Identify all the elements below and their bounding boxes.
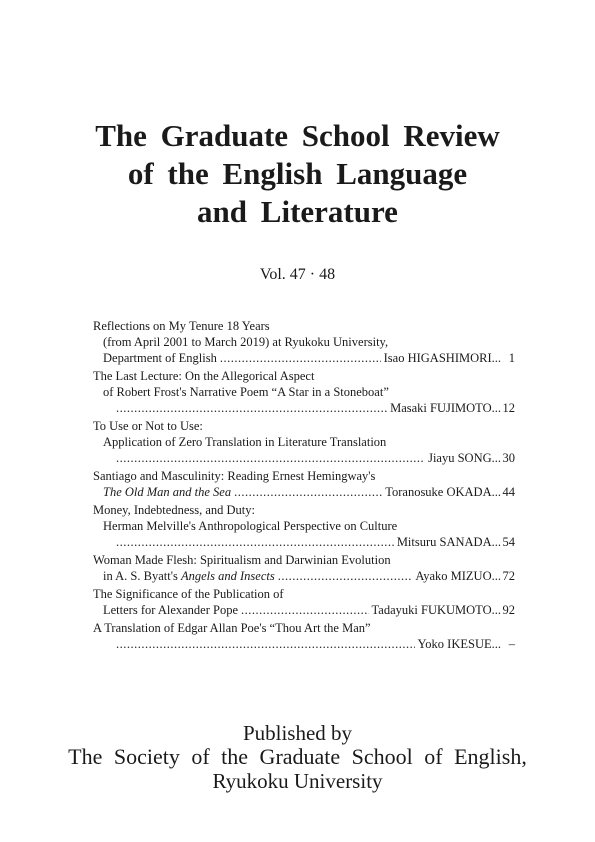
dot-leader bbox=[116, 636, 415, 652]
toc-entry-subtitle-end: Letters for Alexander Pope bbox=[103, 603, 239, 617]
journal-title-line-2: of the English Language bbox=[127, 156, 468, 191]
toc-entry bbox=[93, 502, 515, 550]
toc-entry-page: 44 bbox=[502, 485, 515, 499]
toc-entry-leader-row bbox=[93, 450, 515, 466]
toc-entry-subtitle-start bbox=[103, 568, 275, 584]
dot-leader bbox=[116, 534, 394, 550]
toc-entry-title: Woman Made Flesh: Spiritualism and Darwinian Evolution bbox=[93, 553, 391, 567]
journal-title-line-3: and Literature bbox=[197, 194, 398, 229]
toc-entry-title: The Last Lecture: On the Allegorical Aspect bbox=[93, 369, 315, 383]
journal-title-line-1: The Graduate School Review bbox=[95, 118, 500, 153]
toc-entry-leader-row bbox=[93, 636, 515, 652]
toc-entry-page: 1 bbox=[508, 351, 515, 365]
toc-entry-subtitle: of Robert Frost's Narrative Poem “A Star in a Stoneboat” bbox=[103, 385, 389, 399]
dot-leader bbox=[234, 484, 382, 500]
toc-entry-page: – bbox=[508, 637, 515, 651]
toc-entry bbox=[93, 418, 515, 466]
publisher-society: The Society of the Graduate School of English, bbox=[68, 744, 527, 769]
toc-entry bbox=[93, 468, 515, 500]
toc-entry bbox=[93, 318, 515, 366]
toc-entry-author: Tadayuki FUKUMOTO... bbox=[371, 603, 501, 617]
toc-entry-subtitle-prefix: in A. S. Byatt's bbox=[103, 569, 181, 583]
toc-entry-title: Money, Indebtedness, and Duty: bbox=[93, 503, 256, 517]
toc-entry-title: Santiago and Masculinity: Reading Ernest Hemingway's bbox=[93, 469, 376, 483]
toc-entry-page: 92 bbox=[502, 603, 515, 617]
toc-entry-subtitle: (from April 2001 to March 2019) at Ryukoku University, bbox=[103, 335, 389, 349]
toc-entry bbox=[93, 368, 515, 416]
toc-entry-author: Masaki FUJIMOTO... bbox=[390, 401, 501, 415]
toc-entry-author: Mitsuru SANADA... bbox=[396, 535, 501, 549]
toc-entry-leader-row bbox=[93, 350, 515, 366]
toc-entry-leader-row bbox=[93, 568, 515, 584]
toc-entry-leader-row bbox=[93, 484, 515, 500]
dot-leader bbox=[116, 400, 387, 416]
toc-entry-page: 30 bbox=[502, 451, 515, 465]
table-of-contents bbox=[93, 318, 515, 654]
toc-entry-title: The Significance of the Publication of bbox=[93, 587, 284, 601]
toc-entry-author: Ayako MIZUO... bbox=[415, 569, 501, 583]
toc-entry-book-title: The Old Man and the Sea bbox=[103, 485, 232, 499]
dot-leader bbox=[241, 602, 369, 618]
toc-entry-page: 54 bbox=[502, 535, 515, 549]
toc-entry-author: Yoko IKESUE... bbox=[417, 637, 501, 651]
toc-entry bbox=[93, 586, 515, 618]
toc-entry-author: Toranosuke OKADA... bbox=[385, 485, 501, 499]
toc-entry-subtitle-end: Department of English bbox=[103, 351, 217, 365]
dot-leader bbox=[278, 568, 413, 584]
toc-entry-leader-row bbox=[93, 602, 515, 618]
toc-entry-subtitle: Application of Zero Translation in Literature Translation bbox=[103, 435, 387, 449]
toc-entry-title: To Use or Not to Use: bbox=[93, 419, 203, 433]
toc-entry-page: 72 bbox=[502, 569, 515, 583]
dot-leader bbox=[220, 350, 381, 366]
toc-entry-book-title: Angels and Insects bbox=[180, 569, 275, 583]
toc-entry-author: Isao HIGASHIMORI... bbox=[383, 351, 501, 365]
publisher-label: Published by bbox=[242, 721, 353, 745]
toc-entry-subtitle: Herman Melville's Anthropological Perspective on Culture bbox=[103, 519, 398, 533]
toc-entry-leader-row bbox=[93, 534, 515, 550]
toc-entry-title: Reflections on My Tenure 18 Years bbox=[93, 319, 270, 333]
volume-number: Vol. 47 · 48 bbox=[259, 266, 336, 283]
toc-entry-leader-row bbox=[93, 400, 515, 416]
toc-entry-page: 12 bbox=[502, 401, 515, 415]
toc-entry-title: A Translation of Edgar Allan Poe's “Thou Art the Man” bbox=[93, 621, 371, 635]
toc-entry bbox=[93, 620, 515, 652]
publisher-university: Ryukoku University bbox=[212, 769, 383, 793]
toc-entry-author: Jiayu SONG... bbox=[428, 451, 501, 465]
dot-leader bbox=[116, 450, 425, 466]
toc-entry bbox=[93, 552, 515, 584]
